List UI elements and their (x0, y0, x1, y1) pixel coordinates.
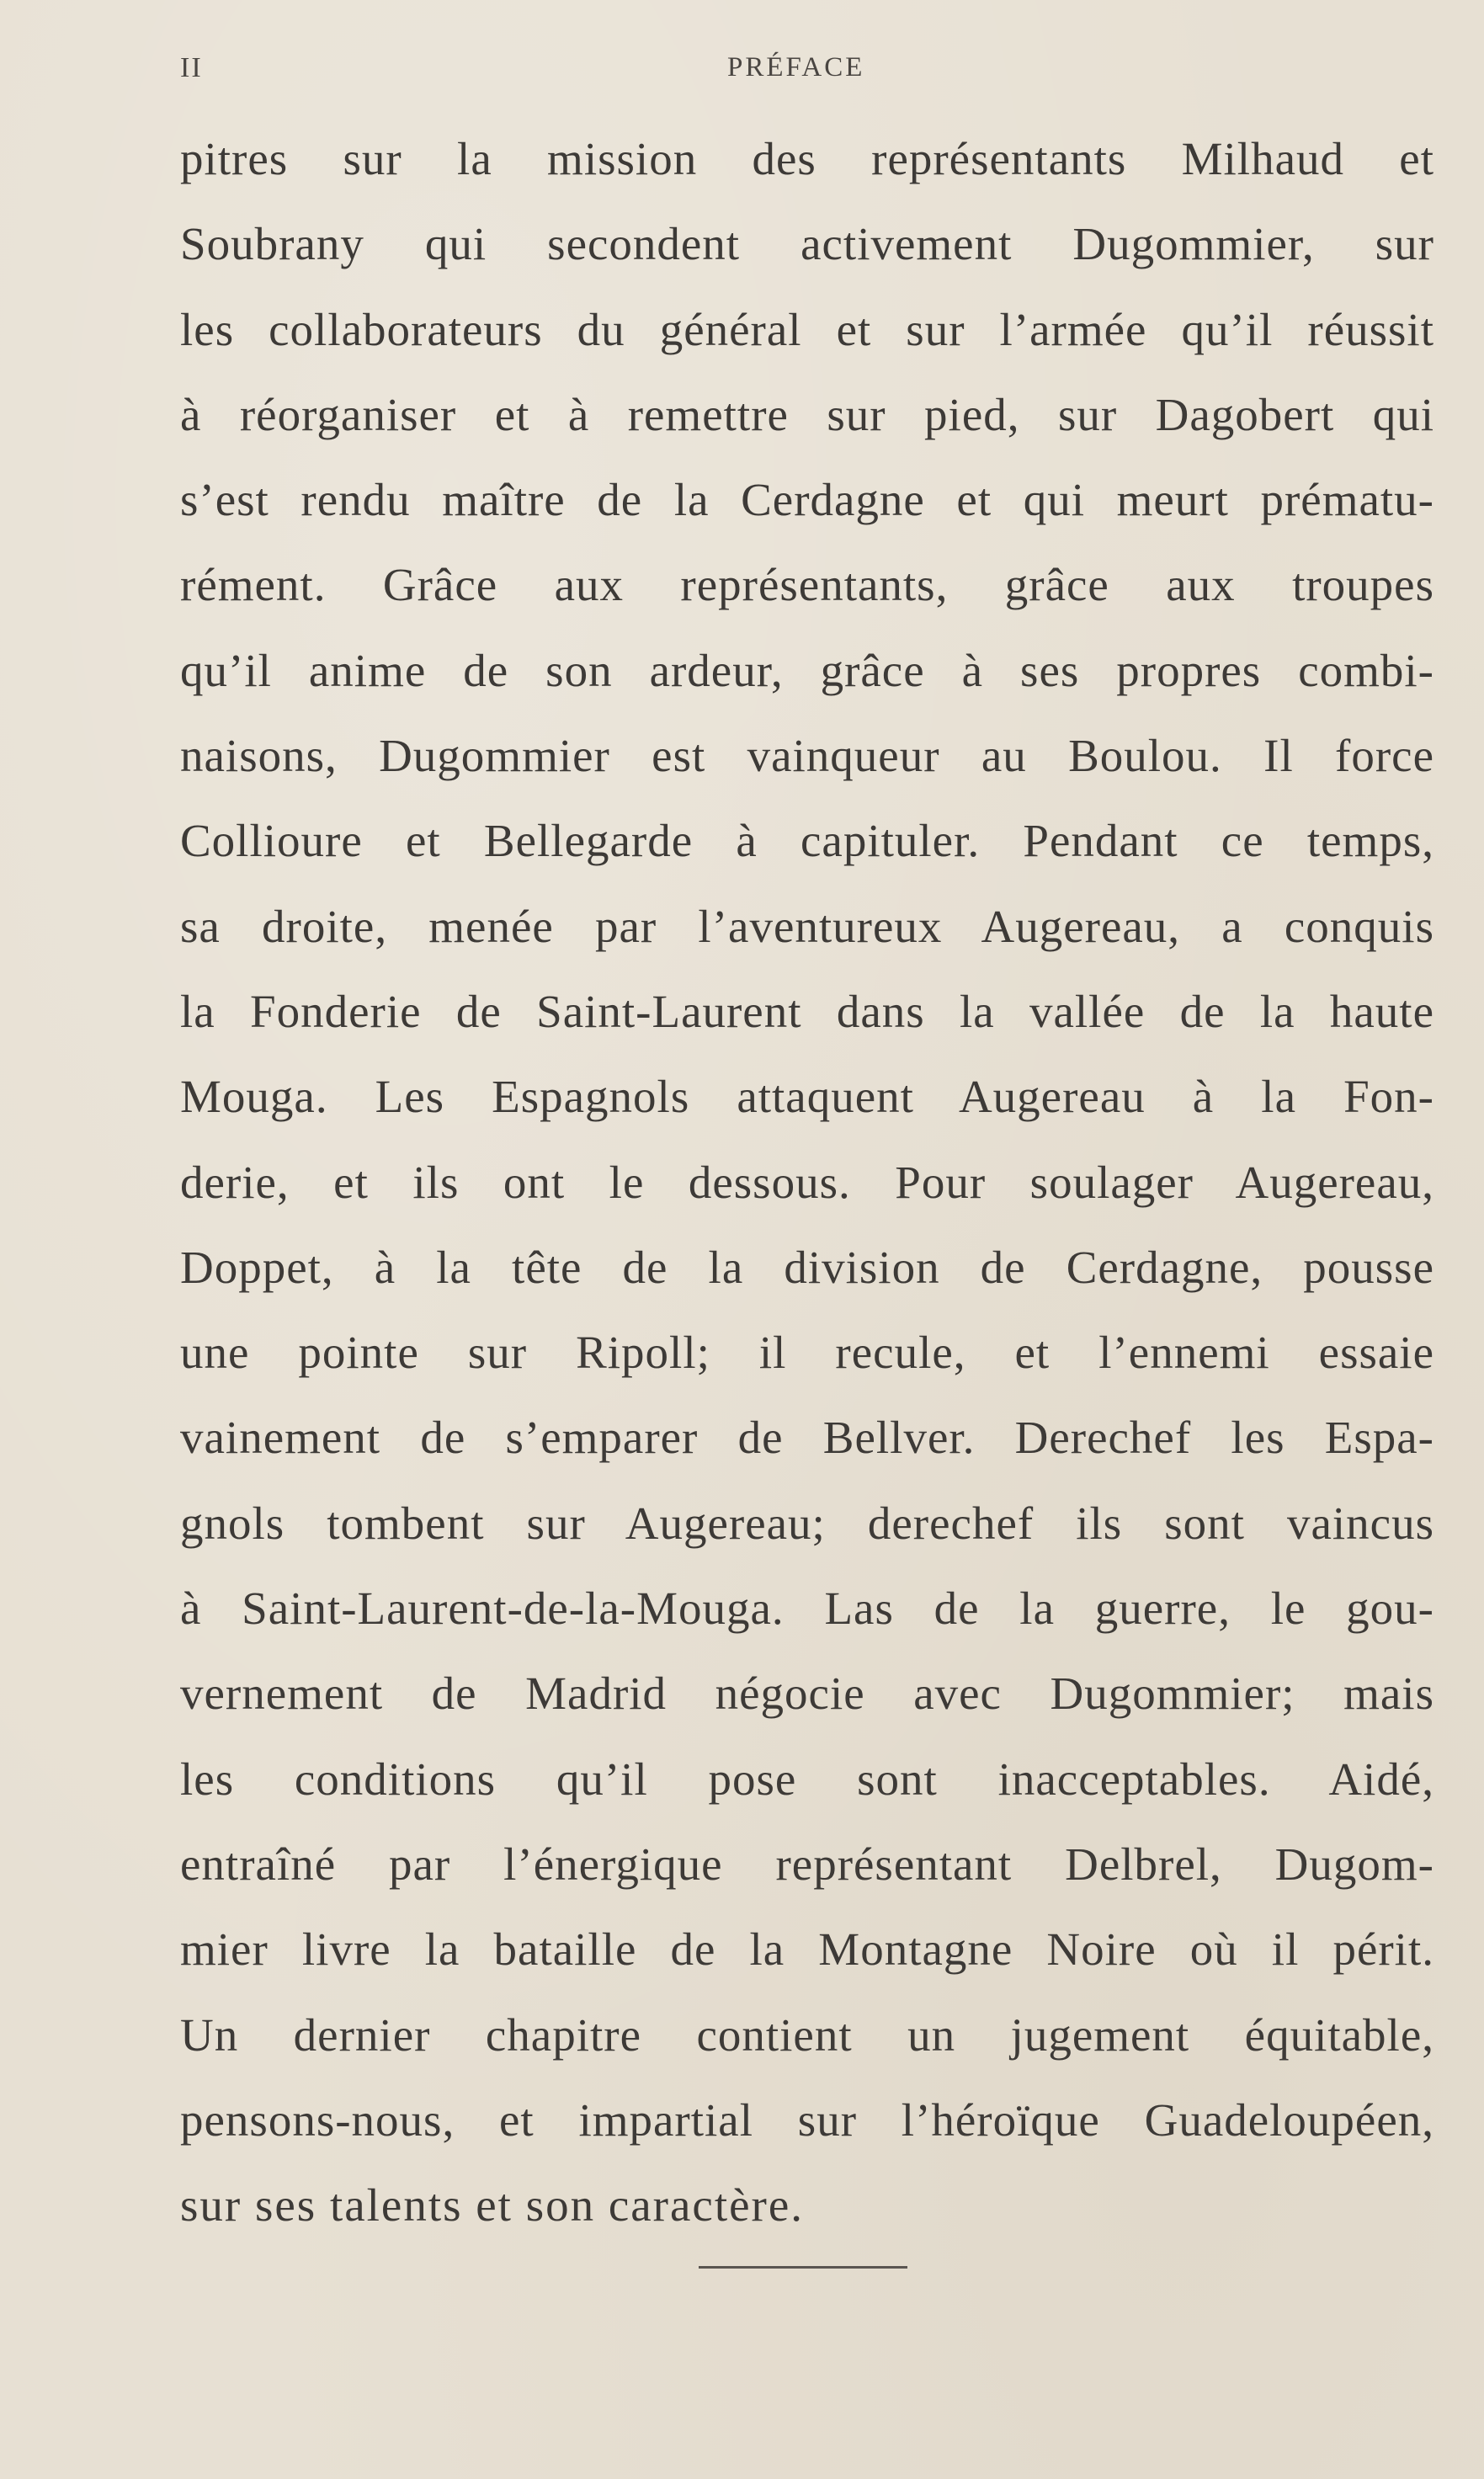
text-line: Doppet, à la tête de la division de Cerdagne, pousse (180, 1241, 1434, 1293)
text-line: s’est rendu maître de la Cerdagne et qui meurt prématu- (180, 474, 1434, 526)
text-line: Un dernier chapitre contient un jugement équitable, (180, 2008, 1434, 2061)
text-line: la Fonderie de Saint-Laurent dans la vallée de la haute (180, 985, 1434, 1037)
text-line: pensons-nous, et impartial sur l’héroïque Guadeloupéen, (180, 2093, 1434, 2146)
text-line: à réorganiser et à remettre sur pied, sur Dagobert qui (180, 388, 1434, 440)
text-line: pitres sur la mission des représentants Milhaud et (180, 133, 1434, 184)
text-line: à Saint-Laurent-de-la-Mouga. Las de la guerre, le gou- (180, 1583, 1434, 1635)
text-line: sa droite, menée par l’aventureux Augereau, a conquis (180, 900, 1434, 952)
text-line: une pointe sur Ripoll; il recule, et l’ennemi essaie (180, 1327, 1434, 1379)
text-line: rément. Grâce aux représentants, grâce aux troupes (180, 559, 1434, 611)
text-line: derie, et ils ont le dessous. Pour soulager Augereau, (180, 1156, 1434, 1208)
text-line: gnols tombent sur Augereau; derechef ils sont vaincus (180, 1497, 1434, 1549)
text-line: vernement de Madrid négocie avec Dugommier; mais (180, 1668, 1434, 1720)
text-line: Mouga. Les Espagnols attaquent Augereau à la Fon- (180, 1071, 1434, 1123)
text-line: naisons, Dugommier est vainqueur au Boulou. Il force (180, 730, 1434, 782)
text-line: vainement de s’emparer de Bellver. Derechef les Espa- (180, 1412, 1434, 1464)
running-head (180, 52, 1434, 94)
text-line: entraîné par l’énergique représentant Delbrel, Dugom- (180, 1838, 1434, 1890)
text-line: Collioure et Bellegarde à capituler. Pendant ce temps, (180, 815, 1434, 867)
text-line: qu’il anime de son ardeur, grâce à ses propres combi- (180, 644, 1434, 696)
section-end-rule (699, 2266, 907, 2269)
body-text (180, 116, 1434, 2248)
text-line: les collaborateurs du général et sur l’armée qu’il réussit (180, 303, 1434, 355)
text-line: Soubrany qui secondent activement Dugommier, sur (180, 218, 1434, 270)
text-line: mier livre la bataille de la Montagne Noire où il périt. (180, 1923, 1434, 1976)
text-line: les conditions qu’il pose sont inacceptables. Aidé, (180, 1753, 1434, 1805)
running-title: PRÉFACE (727, 52, 865, 82)
text-line: sur ses talents et son caractère. (180, 2179, 804, 2232)
page-number: II (180, 52, 203, 83)
